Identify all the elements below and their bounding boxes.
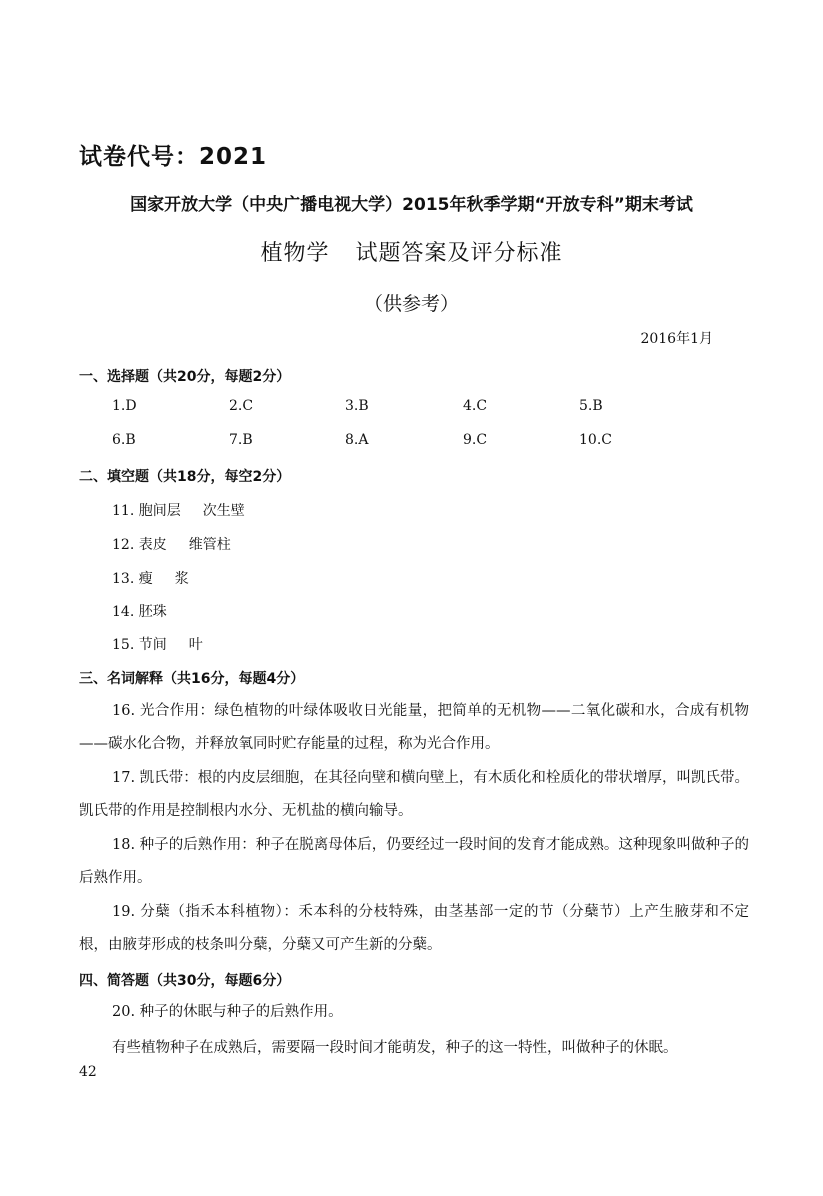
section-multiple-choice: 一、选择题（共20分，每题2分） xyxy=(79,369,291,385)
mc-answer: 3.B xyxy=(345,398,369,414)
title-rest: 试题答案及评分标准 xyxy=(355,241,563,266)
definition-19: 19. 分蘖（指禾本科植物）：禾本科的分枝特殊，由茎基部一定的节（分蘖节）上产生腋芽和不定根，由腋芽形成的枝条叫分蘖，分蘖又可产生新的分蘖。 xyxy=(79,904,749,953)
section-definitions: 三、名词解释（共16分，每题4分） xyxy=(79,671,305,687)
mc-answer: 10.C xyxy=(579,432,612,448)
mc-answer: 1.D xyxy=(112,398,137,414)
definition-17: 17. 凯氏带：根的内皮层细胞，在其径向壁和横向壁上，有木质化和栓质化的带状增厚，叫凯氏带。凯氏带的作用是控制根内水分、无机盐的横向输导。 xyxy=(79,770,749,819)
mc-answer: 2.C xyxy=(229,398,254,414)
page-number: 42 xyxy=(79,1064,97,1080)
exam-date: 2016年1月 xyxy=(640,331,713,347)
section-fill-blank: 二、填空题（共18分，每空2分） xyxy=(79,469,291,485)
mc-answer: 5.B xyxy=(579,398,603,414)
section-short-answer: 四、简答题（共30分，每题6分） xyxy=(79,973,291,989)
question-20: 20. 种子的休眠与种子的后熟作用。 xyxy=(112,1004,343,1020)
fill-answer-15: 15. 节间 叶 xyxy=(112,637,203,653)
title-subject: 植物学 xyxy=(260,241,330,266)
mc-answer: 8.A xyxy=(345,432,369,448)
exam-heading: 国家开放大学（中央广播电视大学）2015年秋季学期“开放专科”期末考试 xyxy=(130,195,693,215)
fill-answer-13: 13. 瘦 浆 xyxy=(112,571,189,587)
definition-16: 16. 光合作用：绿色植物的叶绿体吸收日光能量，把简单的无机物——二氧化碳和水，合成有机物——碳水化合物，并释放氧同时贮存能量的过程，称为光合作用。 xyxy=(79,703,749,752)
mc-answer: 4.C xyxy=(463,398,488,414)
reference-note: （供参考） xyxy=(363,293,459,315)
answer-20: 有些植物种子在成熟后，需要隔一段时间才能萌发，种子的这一特性，叫做种子的休眠。 xyxy=(112,1040,678,1056)
fill-answer-11: 11. 胞间层 次生壁 xyxy=(112,503,245,519)
document-title xyxy=(0,236,823,267)
definition-18: 18. 种子的后熟作用：种子在脱离母体后，仍要经过一段时间的发育才能成熟。这种现象叫做种子的后熟作用。 xyxy=(79,837,749,886)
exam-code: 试卷代号：2021 xyxy=(79,144,268,170)
fill-answer-12: 12. 表皮 维管柱 xyxy=(112,537,231,553)
mc-row-1 xyxy=(112,398,732,418)
fill-answer-14: 14. 胚珠 xyxy=(112,604,167,620)
mc-answer: 7.B xyxy=(229,432,253,448)
mc-answer: 6.B xyxy=(112,432,136,448)
mc-answer: 9.C xyxy=(463,432,488,448)
mc-row-2 xyxy=(112,432,732,452)
